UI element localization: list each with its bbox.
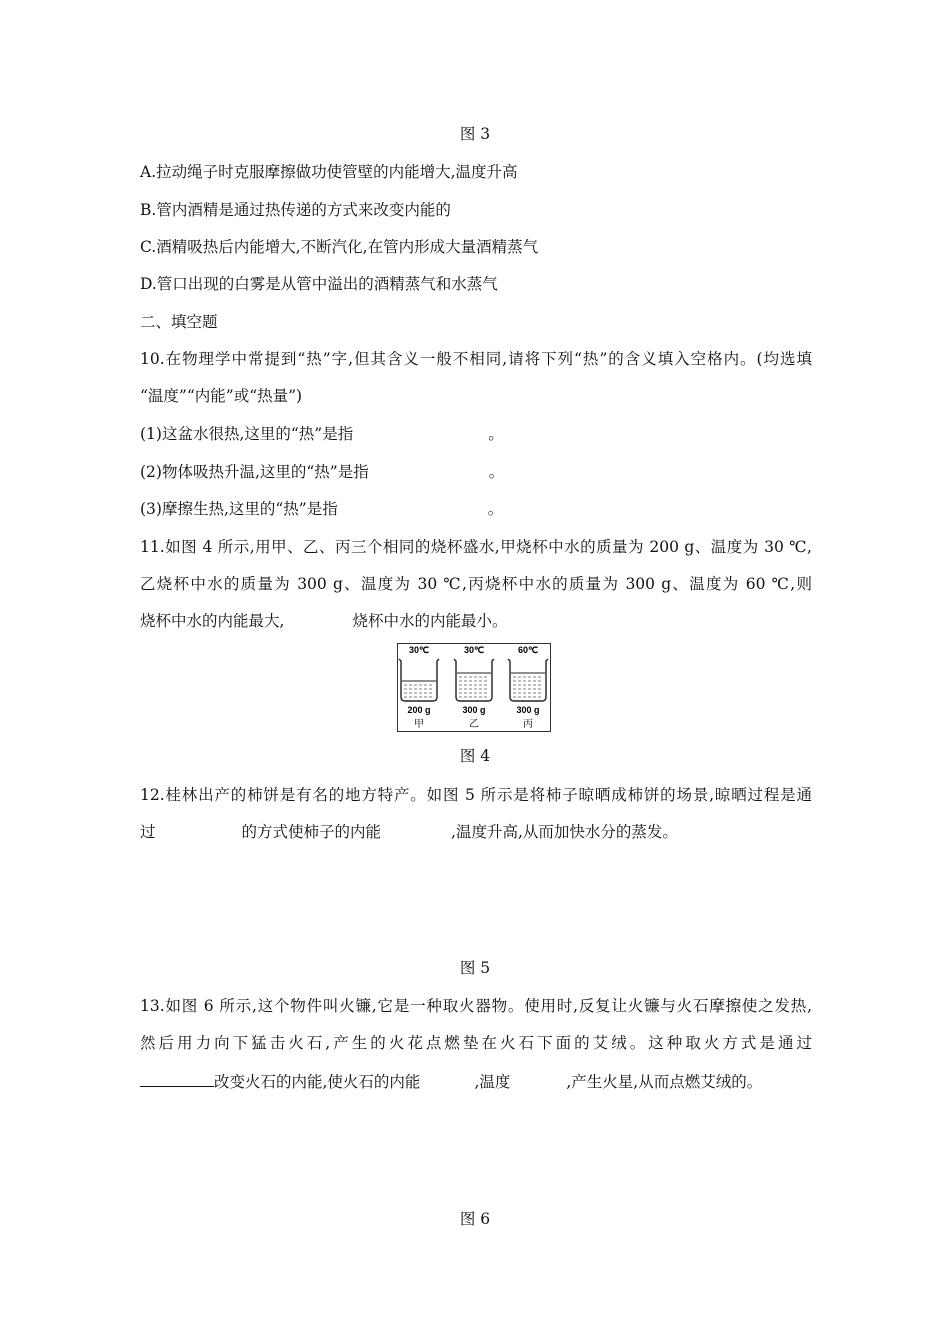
q11-line-3b: 烧杯中水的内能最小。 <box>352 612 508 630</box>
q10-sub-3-end: 。 <box>487 500 504 518</box>
figure-3-caption: 图 3 <box>459 125 491 143</box>
q13-line-3 <box>140 1071 812 1092</box>
q10-sub-2-text: (2)物体吸热升温,这里的“热”是指 <box>140 463 369 481</box>
section-title: 二、填空题 <box>140 313 218 331</box>
q13-line-3c: ,产生火星,从而点燃艾绒的。 <box>566 1073 763 1091</box>
beaker-temp-label: 30℃ <box>463 645 485 655</box>
beaker-name-label: 乙 <box>469 719 479 730</box>
q13-line-3a: 改变火石的内能,使火石的内能 <box>214 1073 421 1091</box>
beaker-mass-label: 300 g <box>516 705 540 715</box>
q11-line-3 <box>140 611 812 631</box>
figure-4-beakers <box>397 643 551 732</box>
q13-line-1: 13.如图 6 所示,这个物件叫火镰,它是一种取火器物。使用时,反复让火镰与火石摩擦使之发热, <box>140 997 812 1015</box>
q11-line-3a: 烧杯中水的内能最大, <box>140 612 285 630</box>
beaker-name-label: 丙 <box>523 719 533 730</box>
figure-6-caption: 图 6 <box>459 1210 491 1228</box>
q10-sub-3 <box>140 499 812 519</box>
q10-line-2: “温度”“内能”或“热量”) <box>140 387 303 405</box>
q10-sub-2-end: 。 <box>488 463 505 481</box>
q10-sub-1-text: (1)这盆水很热,这里的“热”是指 <box>140 425 354 443</box>
q10-sub-1 <box>140 424 812 444</box>
q13-blank-1[interactable] <box>140 1071 214 1087</box>
q12-line-1: 12.桂林出产的柿饼是有名的地方特产。如图 5 所示是将柿子晾晒成柿饼的场景,晾晒过程是通 <box>140 786 812 804</box>
beaker-name-label: 甲 <box>414 719 424 730</box>
option-b: B.管内酒精是通过热传递的方式来改变内能的 <box>140 201 451 219</box>
figure-5-caption: 图 5 <box>459 959 491 977</box>
q13-line-3b: ,温度 <box>474 1073 511 1091</box>
q12-line-2c: ,温度升高,从而加快水分的蒸发。 <box>451 823 678 841</box>
q10-sub-2 <box>140 462 812 482</box>
q11-line-1: 11.如图 4 所示,用甲、乙、丙三个相同的烧杯盛水,甲烧杯中水的质量为 200 g、温度为 30 ℃, <box>140 538 812 556</box>
option-d: D.管口出现的白雾是从管中溢出的酒精蒸气和水蒸气 <box>140 275 498 293</box>
beaker-mass-label: 200 g <box>407 705 431 715</box>
beaker-temp-label: 60℃ <box>517 645 539 655</box>
q10-line-1: 10.在物理学中常提到“热”字,但其含义一般不相同,请将下列“热”的含义填入空格内。(均选填 <box>140 350 812 368</box>
q11-line-2: 乙烧杯中水的质量为 300 g、温度为 30 ℃,丙烧杯中水的质量为 300 g、温度为 60 ℃,则 <box>140 575 812 593</box>
q10-sub-3-text: (3)摩擦生热,这里的“热”是指 <box>140 500 338 518</box>
q12-line-2a: 过 <box>140 823 156 841</box>
beaker-mass-label: 300 g <box>462 705 486 715</box>
q10-sub-1-end: 。 <box>488 425 504 443</box>
option-a: A.拉动绳子时克服摩擦做功使管壁的内能增大,温度升高 <box>140 163 518 181</box>
q12-line-2b: 的方式使柿子的内能 <box>241 823 382 841</box>
beaker-temp-label: 30℃ <box>408 645 430 655</box>
figure-4-caption: 图 4 <box>459 747 491 765</box>
q13-line-2: 然后用力向下猛击火石,产生的火花点燃垫在火石下面的艾绒。这种取火方式是通过 <box>140 1034 812 1052</box>
option-c: C.酒精吸热后内能增大,不断汽化,在管内形成大量酒精蒸气 <box>140 238 539 256</box>
q12-line-2 <box>140 822 812 842</box>
